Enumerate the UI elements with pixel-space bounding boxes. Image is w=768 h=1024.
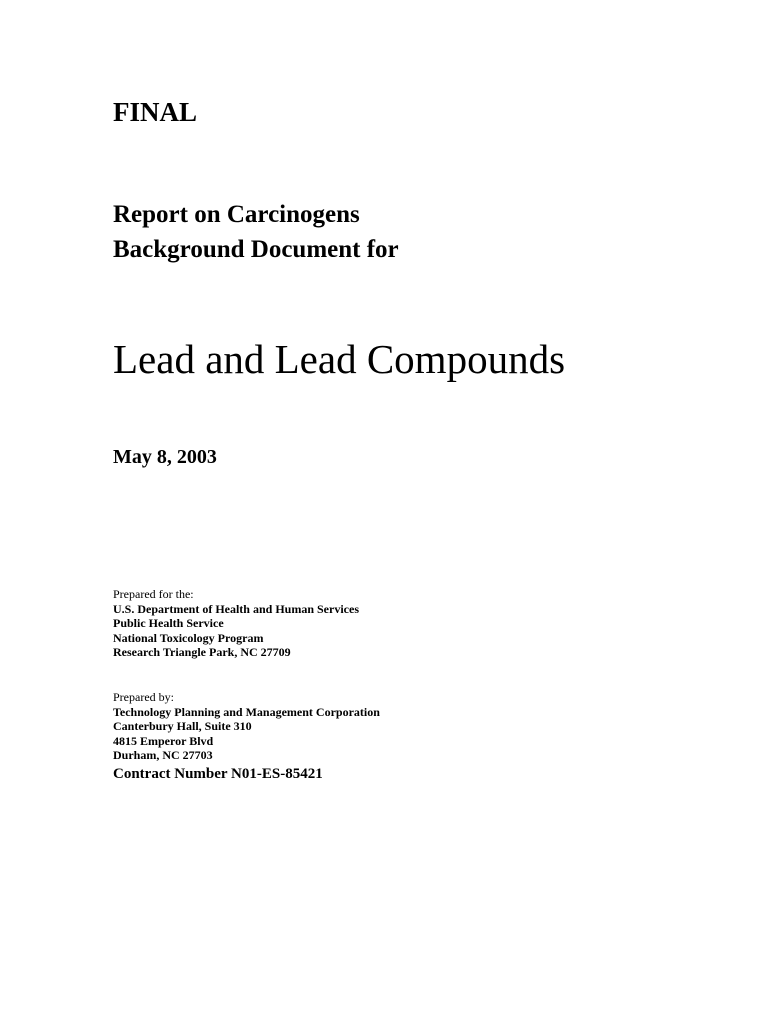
prepared-for-line: National Toxicology Program (113, 630, 264, 645)
prepared-by-line: Canterbury Hall, Suite 310 (113, 719, 252, 734)
contract-number: Contract Number N01-ES-85421 (113, 766, 323, 782)
prepared-by-line: Technology Planning and Management Corporation (113, 704, 380, 719)
prepared-by-section (113, 690, 380, 763)
prepared-for-line: Research Triangle Park, NC 27709 (113, 645, 291, 660)
prepared-by-line: Durham, NC 27703 (113, 748, 213, 763)
document-subject-title: Lead and Lead Compounds (113, 336, 566, 382)
prepared-for-label: Prepared for the: (113, 587, 194, 601)
document-date: May 8, 2003 (113, 446, 217, 468)
document-type-line: Report on Carcinogens (113, 201, 360, 228)
document-status: FINAL (113, 97, 198, 127)
prepared-for-line: Public Health Service (113, 616, 224, 631)
prepared-for-section (113, 587, 359, 660)
document-type (113, 197, 399, 267)
prepared-by-line: 4815 Emperor Blvd (113, 733, 214, 748)
prepared-by-label: Prepared by: (113, 690, 174, 704)
prepared-for-line: U.S. Department of Health and Human Services (113, 601, 359, 616)
document-type-line: Background Document for (113, 236, 399, 263)
